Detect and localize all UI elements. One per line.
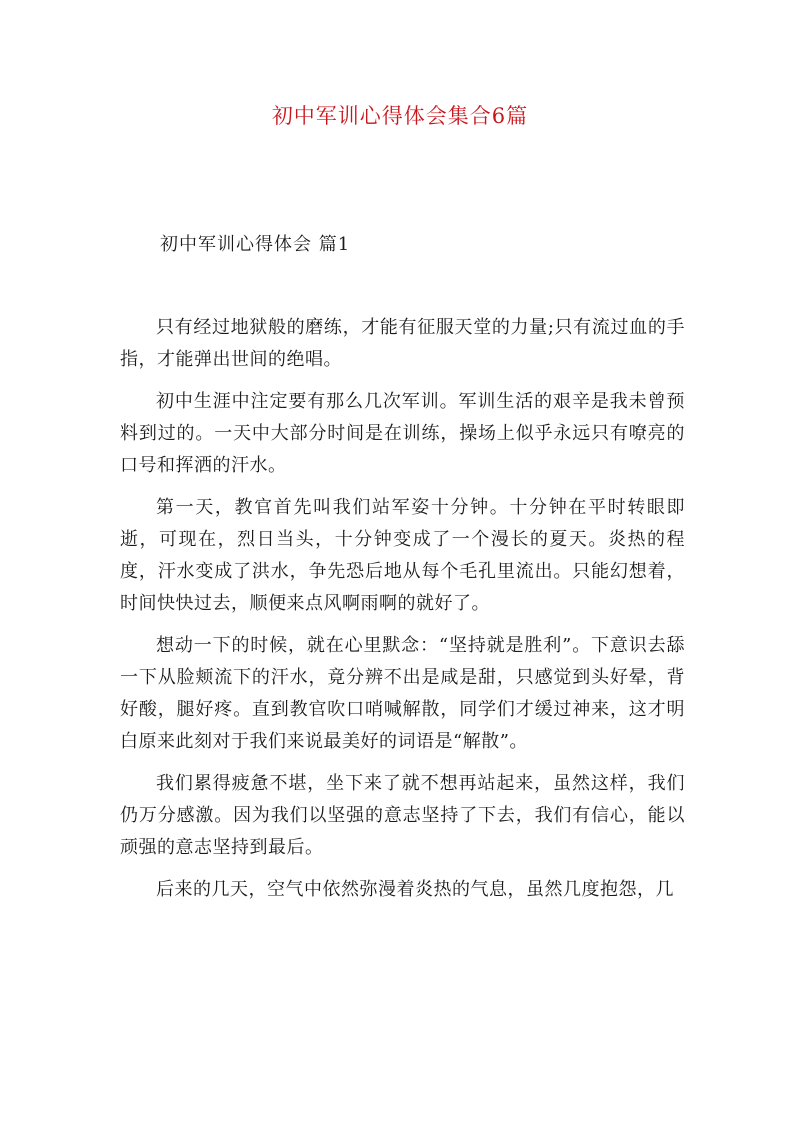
document-body — [120, 312, 685, 916]
paragraph: 只有经过地狱般的磨练，才能有征服天堂的力量;只有流过血的手指，才能弹出世间的绝唱。 — [120, 317, 685, 370]
section-heading: 初中军训心得体会 篇1 — [160, 234, 351, 255]
paragraph: 初中生涯中注定要有那么几次军训。军训生活的艰辛是我未曾预料到过的。一天中大部分时间是在训练，操场上似乎永远只有嘹亮的口号和挥洒的汗水。 — [120, 391, 685, 476]
document-title: 初中军训心得体会集合6篇 — [271, 104, 529, 128]
paragraph: 后来的几天，空气中依然弥漫着炎热的气息，虽然几度抱怨，几 — [156, 879, 674, 900]
paragraph: 我们累得疲惫不堪，坐下来了就不想再站起来，虽然这样，我们仍万分感激。因为我们以坚强的意志坚持了下去，我们有信心，能以顽强的意志坚持到最后。 — [120, 773, 685, 858]
paragraph: 想动一下的时候，就在心里默念：“坚持就是胜利”。下意识去舔一下从脸颊流下的汗水，竟分辨不出是咸是甜，只感觉到头好晕，背好酸，腿好疼。直到教官吹口哨喊解散，同学们才缓过神来，这才明白原来此刻对于我们来说最美好的词语是“解散”。 — [120, 635, 685, 752]
paragraph: 第一天，教官首先叫我们站军姿十分钟。十分钟在平时转眼即逝，可现在，烈日当头，十分钟变成了一个漫长的夏天。炎热的程度，汗水变成了洪水，争先恐后地从每个毛孔里流出。只能幻想着，时间快快过去，顺便来点风啊雨啊的就好了。 — [120, 497, 685, 614]
